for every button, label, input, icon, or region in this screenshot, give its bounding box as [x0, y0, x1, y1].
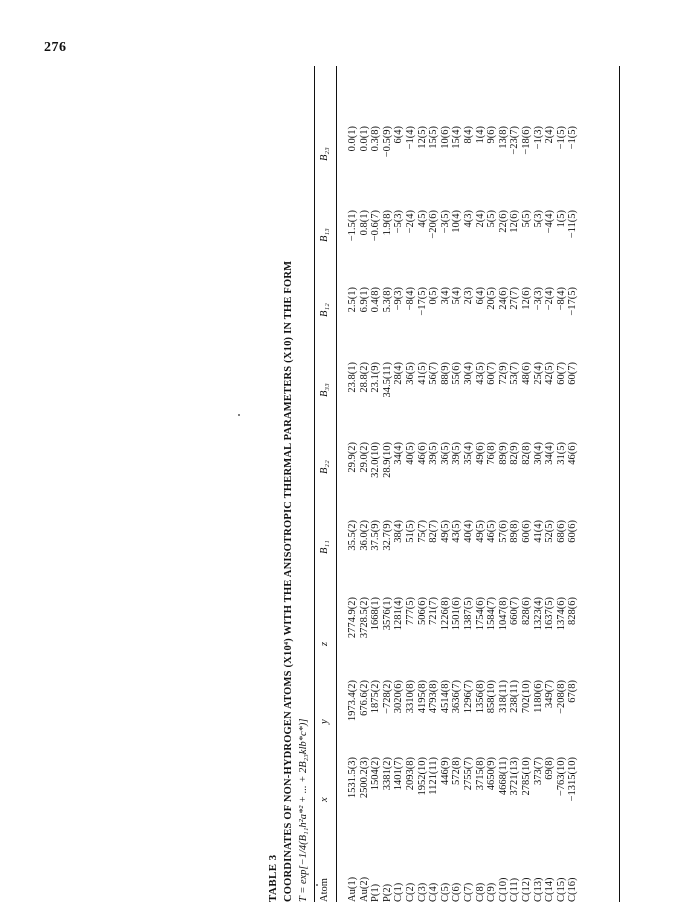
cell-atom: C(8)	[474, 882, 486, 902]
cell-b23: −1(3)	[532, 126, 544, 150]
cell-b22: 82(8)	[520, 442, 532, 465]
cell-b12: −8(4)	[555, 287, 567, 311]
header-x: x	[319, 797, 330, 802]
cell-b12: −3(3)	[532, 287, 544, 311]
cell-b33: 34.5(11)	[381, 362, 393, 398]
cell-b13: 5(5)	[520, 210, 532, 228]
cell-b11: 51(5)	[404, 520, 416, 543]
cell-b13: 4(5)	[416, 210, 428, 228]
cell-y: 702(10)	[520, 680, 532, 714]
cell-b23: 12(5)	[416, 126, 428, 149]
cell-y: 1875(2)	[370, 680, 382, 714]
cell-y: 676.6(2)	[358, 680, 370, 716]
cell-atom: C(10)	[497, 877, 509, 902]
cell-b11: 49(5)	[439, 520, 451, 543]
cell-x: 1401(7)	[393, 757, 405, 791]
cell-b33: 36(5)	[404, 362, 416, 385]
cell-atom: C(16)	[567, 877, 579, 902]
cell-b11: 38(4)	[393, 520, 405, 543]
cell-b12: 20(5)	[486, 287, 498, 310]
cell-x: 3715(8)	[474, 757, 486, 791]
table-row	[522, 66, 534, 902]
table-row	[406, 66, 418, 902]
table-row	[487, 66, 499, 902]
cell-b13: 2(4)	[474, 210, 486, 228]
cell-b12: 2.5(1)	[347, 287, 358, 313]
cell-b22: 49(6)	[474, 442, 486, 465]
cell-b12: 5.3(8)	[381, 287, 393, 313]
cell-x: −1315(10)	[567, 757, 579, 802]
header-b22: B₂₂	[319, 460, 330, 474]
cell-b11: 52(5)	[544, 520, 556, 543]
cell-b13: −3(5)	[439, 210, 451, 234]
cell-b23: −1(4)	[404, 126, 416, 150]
cell-b11: 89(8)	[509, 520, 521, 543]
table-body	[348, 66, 580, 902]
cell-b13: −2(4)	[404, 210, 416, 234]
cell-b13: 4(3)	[462, 210, 474, 228]
cell-y: 1973.4(2)	[347, 680, 358, 722]
cell-y: 3310(8)	[404, 680, 416, 714]
cell-b12: 0.4(8)	[370, 287, 382, 313]
cell-b33: 25(4)	[532, 362, 544, 385]
table-row	[568, 66, 580, 902]
cell-atom: Au(2)	[358, 876, 370, 902]
cell-b22: 82(9)	[509, 442, 521, 465]
cell-b11: 49(5)	[474, 520, 486, 543]
cell-z: 828(6)	[567, 597, 579, 625]
cell-b23: −0.5(9)	[381, 126, 393, 158]
cell-atom: P(1)	[370, 883, 382, 902]
cell-b12: −17(5)	[416, 287, 428, 316]
cell-x: 3381(2)	[381, 757, 393, 791]
rotated-table	[266, 66, 622, 902]
cell-z: 1047(8)	[497, 597, 509, 631]
cell-b23: 13(8)	[497, 126, 509, 149]
cell-b11: 35.5(2)	[347, 520, 358, 551]
cell-x: 1952(10)	[416, 757, 428, 796]
cell-y: 1296(7)	[462, 680, 474, 714]
cell-b11: 40(4)	[462, 520, 474, 543]
cell-y: 4793(8)	[428, 680, 440, 714]
cell-b13: 5(3)	[532, 210, 544, 228]
cell-b22: 34(4)	[393, 442, 405, 465]
cell-b23: −1(5)	[567, 126, 579, 150]
cell-b12: −8(4)	[404, 287, 416, 311]
cell-b12: 3(4)	[439, 287, 451, 305]
cell-b12: 0(5)	[428, 287, 440, 305]
cell-y: 318(11)	[497, 680, 509, 713]
cell-z: 506(6)	[416, 597, 428, 625]
cell-b22: 89(9)	[497, 442, 509, 465]
cell-z: 721(7)	[428, 597, 440, 625]
cell-b33: 42(5)	[544, 362, 556, 385]
cell-b33: 72(9)	[497, 362, 509, 385]
cell-b11: 82(7)	[428, 520, 440, 543]
cell-y: −728(2)	[381, 680, 393, 714]
cell-atom: C(5)	[439, 882, 451, 902]
cell-z: 1281(4)	[393, 597, 405, 631]
cell-y: 238(11)	[509, 680, 521, 713]
cell-b12: 6.9(1)	[358, 287, 370, 313]
cell-b33: 60(7)	[486, 362, 498, 385]
cell-b13: 1(5)	[555, 210, 567, 228]
cell-z: 660(7)	[509, 597, 521, 625]
header-z: z	[319, 641, 330, 646]
cell-b33: 41(5)	[416, 362, 428, 385]
cell-atom: C(11)	[509, 877, 521, 902]
cell-b33: 56(7)	[428, 362, 440, 385]
cell-y: 1356(8)	[474, 680, 486, 714]
cell-b13: 22(6)	[497, 210, 509, 233]
cell-b33: 60(7)	[555, 362, 567, 385]
cell-b23: 9(6)	[486, 126, 498, 144]
cell-b33: 48(6)	[520, 362, 532, 385]
cell-b33: 23.8(1)	[347, 362, 358, 393]
cell-b13: −4(4)	[544, 210, 556, 234]
cell-x: 2500.2(3)	[358, 757, 370, 799]
cell-b22: 39(5)	[451, 442, 463, 465]
cell-b13: 10(4)	[451, 210, 463, 233]
cell-z: 1754(6)	[474, 597, 486, 631]
cell-x: 1121(11)	[428, 757, 440, 795]
speck-mark	[238, 414, 240, 416]
cell-y: 3020(6)	[393, 680, 405, 714]
header-atom: Atom	[319, 878, 330, 902]
cell-y: 858(10)	[486, 680, 498, 714]
cell-atom: C(9)	[486, 882, 498, 902]
table-label: TABLE 3	[267, 854, 279, 902]
cell-b12: −2(4)	[544, 287, 556, 311]
cell-x: 4650(9)	[486, 757, 498, 791]
cell-b22: 76(8)	[486, 442, 498, 465]
cell-b33: 23.1(9)	[370, 362, 382, 393]
cell-y: 349(7)	[544, 680, 556, 708]
cell-x: 4668(11)	[497, 757, 509, 796]
cell-z: 1226(8)	[439, 597, 451, 631]
table-row	[464, 66, 476, 902]
cell-b13: 0.8(1)	[358, 210, 370, 236]
cell-b12: 24(6)	[497, 287, 509, 310]
cell-b33: 60(7)	[567, 362, 579, 385]
cell-b11: 57(6)	[497, 520, 509, 543]
table-row	[545, 66, 557, 902]
cell-b23: 6(4)	[393, 126, 405, 144]
cell-b22: 29.9(2)	[347, 442, 358, 473]
cell-b23: 10(6)	[439, 126, 451, 149]
cell-b22: 46(6)	[567, 442, 579, 465]
cell-b22: 46(6)	[416, 442, 428, 465]
cell-b11: 46(5)	[486, 520, 498, 543]
cell-atom: Au(1)	[347, 876, 358, 902]
cell-x: 2785(10)	[520, 757, 532, 796]
cell-b33: 30(4)	[462, 362, 474, 385]
cell-x: 373(7)	[532, 757, 544, 785]
cell-x: 3721(13)	[509, 757, 521, 796]
cell-z: 828(6)	[520, 597, 532, 625]
cell-x: −763(10)	[555, 757, 567, 797]
cell-b23: 15(5)	[428, 126, 440, 149]
cell-b13: −1.5(1)	[347, 210, 358, 242]
cell-b12: −17(5)	[567, 287, 579, 316]
cell-b23: 8(4)	[462, 126, 474, 144]
cell-y: −208(8)	[555, 680, 567, 714]
cell-b13: 1.9(8)	[381, 210, 393, 236]
cell-z: 777(5)	[404, 597, 416, 625]
cell-b22: 29.0(2)	[358, 442, 370, 473]
cell-b11: 32.7(9)	[381, 520, 393, 551]
header-b33: B₃₃	[319, 383, 330, 397]
cell-b33: 88(9)	[439, 362, 451, 385]
cell-atom: C(14)	[544, 877, 556, 902]
cell-y: 4514(8)	[439, 680, 451, 714]
cell-b23: −18(6)	[520, 126, 532, 155]
cell-b23: 2(4)	[544, 126, 556, 144]
cell-b23: −1(5)	[555, 126, 567, 150]
cell-z: 1387(5)	[462, 597, 474, 631]
table-top-rule	[314, 66, 315, 902]
cell-x: 2755(7)	[462, 757, 474, 791]
cell-b11: 43(5)	[451, 520, 463, 543]
cell-atom: C(7)	[462, 882, 474, 902]
cell-z: 1637(5)	[544, 597, 556, 631]
cell-b23: −23(7)	[509, 126, 521, 155]
cell-z: 3576(1)	[381, 597, 393, 631]
table-bottom-rule	[619, 66, 620, 902]
cell-z: 3728.5(2)	[358, 597, 370, 639]
cell-b11: 37.5(9)	[370, 520, 382, 551]
cell-z: 1668(1)	[370, 597, 382, 631]
cell-b22: 36(5)	[439, 442, 451, 465]
cell-b11: 68(6)	[555, 520, 567, 543]
cell-b12: 12(6)	[520, 287, 532, 310]
cell-b33: 43(5)	[474, 362, 486, 385]
cell-atom: C(1)	[393, 882, 405, 902]
cell-b23: 0.3(8)	[370, 126, 382, 152]
header-b13: B₁₃	[319, 228, 330, 242]
cell-b11: 41(4)	[532, 520, 544, 543]
cell-b13: −20(6)	[428, 210, 440, 239]
cell-x: 2093(8)	[404, 757, 416, 791]
cell-b22: 31(5)	[555, 442, 567, 465]
cell-b13: 5(5)	[486, 210, 498, 228]
cell-atom: P(2)	[381, 883, 393, 902]
cell-b22: 30(4)	[532, 442, 544, 465]
cell-b13: −5(3)	[393, 210, 405, 234]
cell-y: 3636(7)	[451, 680, 463, 714]
header-b11: B₁₁	[319, 540, 330, 554]
cell-x: 572(8)	[451, 757, 463, 785]
cell-b22: 40(5)	[404, 442, 416, 465]
table-header-rule	[336, 66, 337, 902]
cell-x: 446(9)	[439, 757, 451, 785]
cell-b22: 28.9(10)	[381, 442, 393, 478]
cell-b33: 55(6)	[451, 362, 463, 385]
cell-b33: 53(7)	[509, 362, 521, 385]
cell-atom: C(13)	[532, 877, 544, 902]
cell-atom: C(12)	[520, 877, 532, 902]
cell-y: 1180(6)	[532, 680, 544, 713]
cell-b11: 75(7)	[416, 520, 428, 543]
cell-atom: C(15)	[555, 877, 567, 902]
cell-b33: 28(4)	[393, 362, 405, 385]
cell-b22: 39(5)	[428, 442, 440, 465]
cell-b11: 60(6)	[520, 520, 532, 543]
header-b12: B₁₂	[319, 303, 330, 317]
cell-b23: 15(4)	[451, 126, 463, 149]
cell-b12: 6(4)	[474, 287, 486, 305]
cell-atom: C(4)	[428, 882, 440, 902]
cell-atom: C(6)	[451, 882, 463, 902]
cell-b23: 1(4)	[474, 126, 486, 144]
cell-b13: 12(6)	[509, 210, 521, 233]
cell-y: 4195(8)	[416, 680, 428, 714]
cell-x: 69(8)	[544, 757, 556, 780]
header-y: y	[319, 719, 330, 724]
cell-b23: 0.0(1)	[358, 126, 370, 152]
cell-x: 1531.5(3)	[347, 757, 358, 799]
cell-b22: 34(4)	[544, 442, 556, 465]
cell-z: 2774.9(2)	[347, 597, 358, 639]
cell-b12: 27(7)	[509, 287, 521, 310]
cell-b23: 0.0(1)	[347, 126, 358, 152]
cell-b13: −11(5)	[567, 210, 579, 239]
cell-b22: 35(4)	[462, 442, 474, 465]
cell-b12: −9(3)	[393, 287, 405, 311]
table-formula: T = exp[−1/4(B₁₁h²a*² + ... + 2B₂₃klb*c*)]	[298, 718, 309, 902]
cell-z: 1374(6)	[555, 597, 567, 631]
page-number: 276	[44, 40, 67, 55]
cell-z: 1501(6)	[451, 597, 463, 631]
cell-atom: C(3)	[416, 882, 428, 902]
header-b23: B₂₃	[319, 147, 330, 161]
cell-x: 1504(2)	[370, 757, 382, 791]
table-row	[429, 66, 441, 902]
cell-b12: 5(4)	[451, 287, 463, 305]
cell-b33: 28.8(2)	[358, 362, 370, 393]
table-row	[348, 66, 360, 902]
cell-y: 67(8)	[567, 680, 579, 703]
cell-b11: 36.0(2)	[358, 520, 370, 551]
cell-b22: 32.0(10)	[370, 442, 382, 478]
cell-z: 1323(4)	[532, 597, 544, 631]
cell-atom: C(2)	[404, 882, 416, 902]
cell-z: 1584(7)	[486, 597, 498, 631]
cell-b11: 60(6)	[567, 520, 579, 543]
cell-b13: −0.6(7)	[370, 210, 382, 242]
cell-b12: 2(3)	[462, 287, 474, 305]
table-title: COORDINATES OF NON-HYDROGEN ATOMS (X10⁴) WITH THE ANISOTROPIC THERMAL PARAMETERS (X10) IN THE FORM	[283, 260, 294, 902]
